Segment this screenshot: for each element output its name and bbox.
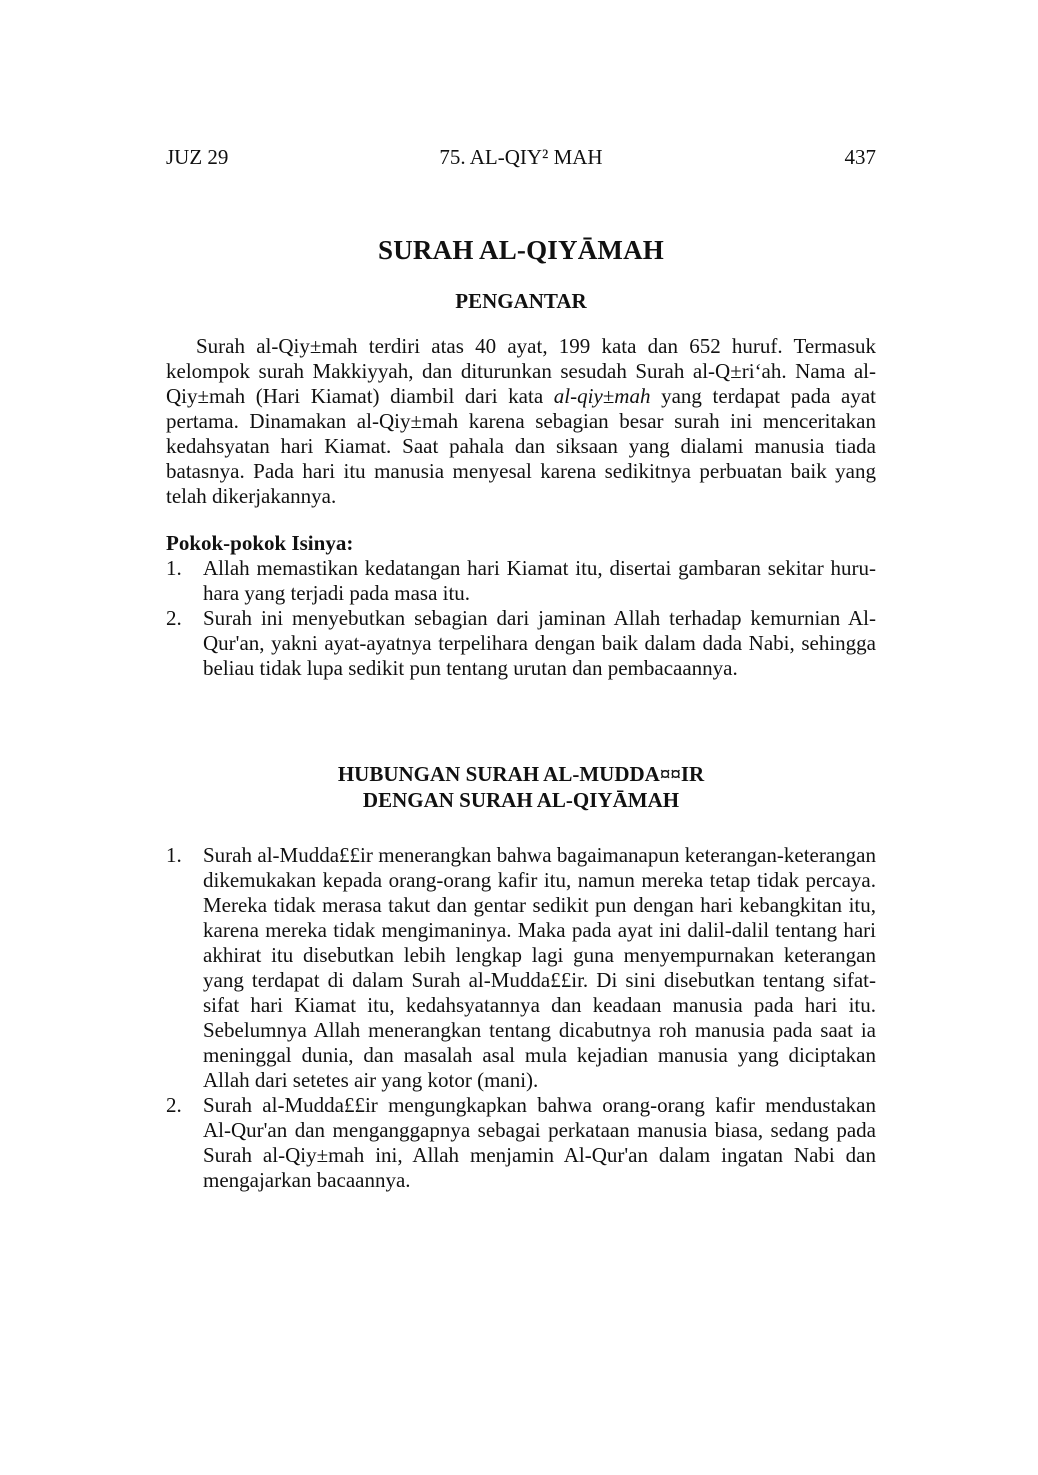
- list-item-text: Surah ini menyebutkan sebagian dari jaminan Allah terhadap kemurnian Al-Qur'an, yakni ayat-ayatnya terpelihara dengan baik dalam dada Nabi, sehingga beliau tidak lupa sedikit pun tentang urutan dan pembacaannya.: [203, 606, 876, 680]
- list-item-number: 1.: [166, 556, 182, 580]
- page-number: 437: [844, 145, 876, 169]
- introduction-paragraph: [166, 334, 876, 509]
- introduction-heading: PENGANTAR: [455, 289, 587, 313]
- list-item-number: 2.: [166, 1093, 182, 1117]
- relation-list: [166, 843, 876, 1193]
- main-points-list: [166, 556, 876, 681]
- list-item: [166, 606, 876, 681]
- page-content: [166, 232, 876, 1193]
- list-item-text: Allah memastikan kedatangan hari Kiamat itu, disertai gambaran sekitar huru-hara yang terjadi pada masa itu.: [203, 556, 876, 605]
- list-item: [166, 1093, 876, 1193]
- list-item-number: 2.: [166, 606, 182, 630]
- juz-label: JUZ 29: [166, 145, 229, 169]
- list-item-text: Surah al-Mudda££ir mengungkapkan bahwa orang-orang kafir mendustakan Al-Qur'an dan menganggapnya sebagai perkataan manusia biasa, sedang pada Surah al-Qiy±mah ini, Allah menjamin Al-Qur'an dalam ingatan Nabi dan mengajarkan bacaannya.: [203, 1093, 876, 1192]
- page-title: SURAH AL-QIYĀMAH: [378, 235, 664, 265]
- introduction-text-part1: Surah al-Qiy±mah terdiri atas 40 ayat, 199 kata dan 652 huruf. Termasuk kelompok surah Makkiyyah, dan diturunkan sesudah Surah al-Q±ri‘ah. Nama al-Qiy±mah (Hari Kiamat) diambil dari kata: [166, 334, 876, 408]
- introduction-italic-term: al-qiy±mah: [553, 384, 651, 408]
- main-points-heading: Pokok-pokok Isinya:: [166, 531, 354, 555]
- relation-heading-line2: DENGAN SURAH AL-QIYĀMAH: [362, 788, 680, 812]
- relation-heading-line1: HUBUNGAN SURAH AL-MUDDA¤¤IR: [337, 762, 705, 786]
- relation-heading: [166, 761, 876, 813]
- list-item: [166, 556, 876, 606]
- list-item-text: Surah al-Mudda££ir menerangkan bahwa bagaimanapun keterangan-keterangan dikemukakan kepada orang-orang kafir itu, namun mereka tetap tidak percaya. Mereka tidak merasa takut dan gentar sedikit pun dengan hari kebangkitan itu, karena mereka tidak mengimaninya. Maka pada ayat ini dalil-dalil tentang hari akhirat itu disebutkan lebih lengkap lagi guna menyempurnakan keterangan yang terdapat di dalam Surah al-Mudda££ir. Di sini disebutkan tentang sifat-sifat hari Kiamat itu, kedahsyatannya dan keadaan manusia pada hari itu. Sebelumnya Allah menerangkan tentang dicabutnya roh manusia pada saat ia meninggal dunia, dan masalah asal mula kejadian manusia yang diciptakan Allah dari setetes air yang kotor (mani).: [203, 843, 876, 1092]
- list-item-number: 1.: [166, 843, 182, 867]
- list-item: [166, 843, 876, 1093]
- running-header: [166, 145, 876, 175]
- surah-header-label: 75. AL-QIY² MAH: [439, 145, 603, 169]
- introduction-text-part2: yang terdapat pada ayat pertama. Dinamakan al-Qiy±mah karena sebagian besar surah ini menceritakan kedahsyatan hari Kiamat. Saat pahala dan siksaan yang dialami manusia tiada batasnya. Pada hari itu manusia menyesal karena sedikitnya perbuatan baik yang telah dikerjakannya.: [166, 384, 876, 508]
